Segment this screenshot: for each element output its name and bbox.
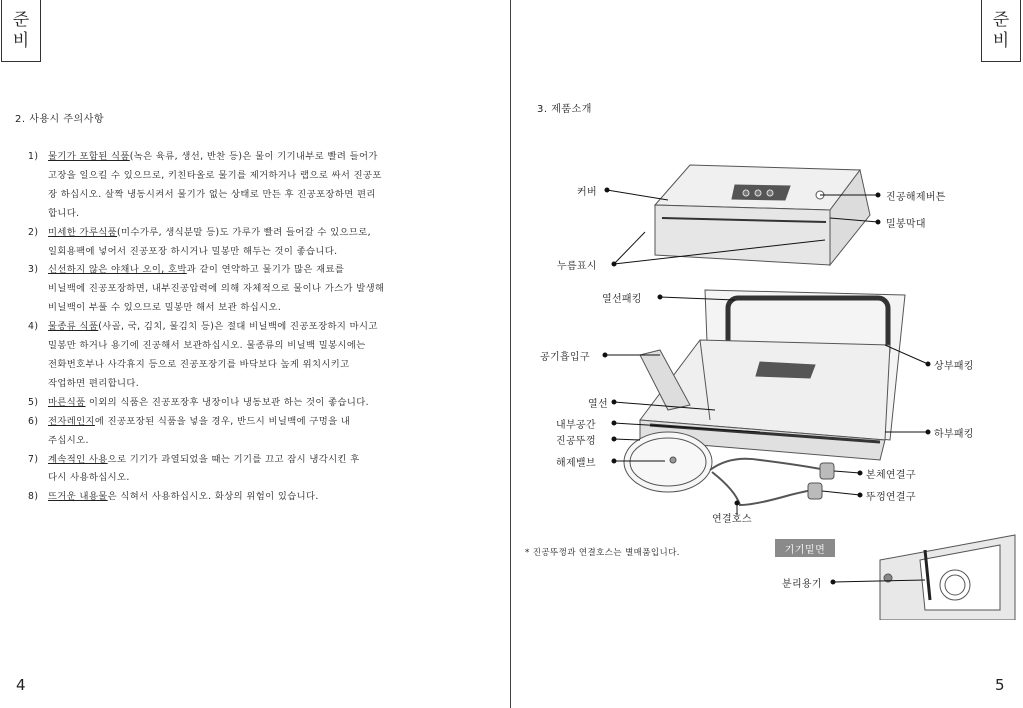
page-spine: [510, 0, 511, 708]
label-cover: 커버: [577, 187, 597, 198]
tab-char: 비: [992, 30, 1010, 51]
caution-rest: 이외의 식품은 진공포장후 냉장이나 냉동보관 하는 것이 좋습니다.: [85, 396, 370, 408]
tab-char: 비: [12, 30, 30, 51]
caution-continuation: 장 하십시오. 살짝 냉동시켜서 물기가 없는 상태로 만든 후 진공포장하면 편리: [48, 188, 376, 200]
caution-item: [28, 261, 498, 318]
caution-rest: 과 같이 연약하고 물기가 많은 재료를: [186, 264, 345, 276]
caution-continuation: 주십시오.: [48, 434, 89, 446]
section-tab-left: [1, 0, 41, 62]
page-number-left: 4: [16, 676, 26, 694]
accessory-note: * 진공뚜껑과 연결호스는 별매품입니다.: [525, 548, 680, 558]
caution-text: [48, 224, 371, 243]
section-heading-cautions: 2. 사용시 주의사항: [15, 114, 105, 125]
page-number-right: 5: [995, 676, 1005, 694]
caution-rest: 으로 기기가 과열되었을 때는 기기를 끄고 잠시 냉각시킨 후: [107, 453, 360, 465]
caution-keyword: 뜨거운 내용물: [48, 491, 108, 503]
caution-rest: 에 진공포장된 식품을 넣을 경우, 반드시 비닐백에 구멍을 내: [94, 415, 351, 427]
label-release-button: 진공해제버튼: [886, 192, 946, 203]
caution-rest: (녹은 육류, 생선, 반찬 등)은 물이 기기내부로 빨려 들어가: [129, 151, 378, 162]
tab-char: 준: [992, 9, 1010, 30]
device-underside-illustration: [880, 535, 1015, 620]
caution-item: [28, 488, 498, 507]
caution-number: 2): [28, 226, 39, 238]
caution-continuation: 밀봉만 하거나 용기에 진공해서 보관하십시오. 물종류의 비닐백 밀봉시에는: [48, 340, 366, 352]
caution-number: 7): [28, 453, 39, 465]
section-tab-right: [981, 0, 1021, 62]
caution-text: [48, 261, 344, 280]
label-inner-space: 내부공간: [556, 420, 596, 431]
label-seal-bar: 밀봉막대: [886, 219, 926, 230]
caution-rest: (미수가루, 생식분말 등)도 가루가 빨려 들어갈 수 있으므로,: [117, 226, 372, 238]
caution-continuation: 합니다.: [48, 207, 80, 219]
caution-item: [28, 148, 498, 224]
section-heading-product: 3. 제품소개: [537, 104, 592, 115]
caution-keyword: 미세한 가루식품: [48, 226, 118, 238]
caution-continuation: 작업하면 편리합니다.: [48, 377, 140, 389]
caution-item: [28, 394, 498, 413]
caution-continuation: 비닐백에 진공포장하면, 내부진공압력에 의해 자체적으로 물이나 가스가 발생해: [48, 283, 385, 295]
vacuum-sealer-closed-illustration: [655, 165, 870, 265]
caution-number: 4): [28, 321, 39, 333]
label-hose: 연결호스: [712, 514, 752, 525]
label-air-intake: 공기흡입구: [540, 352, 590, 363]
label-heating-wire: 열선: [588, 399, 608, 410]
label-vacuum-lid: 진공뚜껑: [556, 436, 596, 447]
caution-continuation: 전화번호부나 사각휴지 등으로 진공포장기를 바닥보다 높게 위치시키고: [48, 358, 350, 370]
cautions-list: [28, 148, 498, 507]
caution-text: [48, 394, 369, 413]
label-heat-packing: 열선패킹: [602, 294, 642, 305]
label-press-mark: 누름표시: [557, 261, 597, 272]
underside-badge: 기기밑면: [775, 539, 835, 557]
caution-continuation: 일회용팩에 넣어서 진공포장 하시거나 밀봉만 해두는 것이 좋습니다.: [48, 245, 338, 257]
caution-keyword: 전자레인지: [48, 415, 95, 427]
caution-item: [28, 318, 498, 394]
caution-rest: 은 식혀서 사용하십시오. 화상의 위험이 있습니다.: [107, 491, 319, 503]
label-body-connector: 본체연결구: [866, 470, 916, 481]
caution-item: [28, 224, 498, 262]
caution-keyword: 물기가 포함된 식품: [48, 151, 130, 162]
caution-text: [48, 148, 378, 167]
caution-keyword: 물종류 식품: [48, 321, 99, 333]
caution-text: [48, 413, 350, 432]
label-lid-connector: 뚜껑연결구: [866, 492, 916, 503]
label-separate-container: 분리용기: [782, 579, 822, 590]
caution-keyword: 신선하지 않은 야채나 오이, 호박: [48, 264, 187, 276]
tab-char: 준: [12, 9, 30, 30]
caution-item: [28, 413, 498, 451]
caution-rest: (사골, 국, 김치, 물김치 등)은 절대 비닐백에 진공포장하지 마시고: [98, 321, 378, 333]
caution-keyword: 계속적인 사용: [48, 453, 108, 465]
caution-item: [28, 451, 498, 489]
caution-number: 3): [28, 264, 39, 276]
caution-continuation: 고장을 일으킬 수 있으므로, 키친타올로 물기를 제거하거나 랩으로 싸서 진공포: [48, 169, 382, 181]
caution-number: 8): [28, 491, 39, 503]
caution-number: 5): [28, 396, 39, 408]
caution-keyword: 마른식품: [48, 396, 86, 408]
caution-number: 6): [28, 415, 39, 427]
caution-continuation: 비닐백이 부풀 수 있으므로 밀봉만 해서 보관 하십시오.: [48, 302, 282, 314]
label-upper-packing: 상부패킹: [934, 361, 974, 372]
caution-continuation: 다시 사용하십시오.: [48, 472, 130, 484]
label-lower-packing: 하부패킹: [934, 429, 974, 440]
caution-text: [48, 488, 319, 507]
caution-number: 1): [28, 151, 39, 162]
label-release-valve: 해제밸브: [556, 458, 596, 469]
caution-text: [48, 451, 360, 470]
caution-text: [48, 318, 378, 337]
